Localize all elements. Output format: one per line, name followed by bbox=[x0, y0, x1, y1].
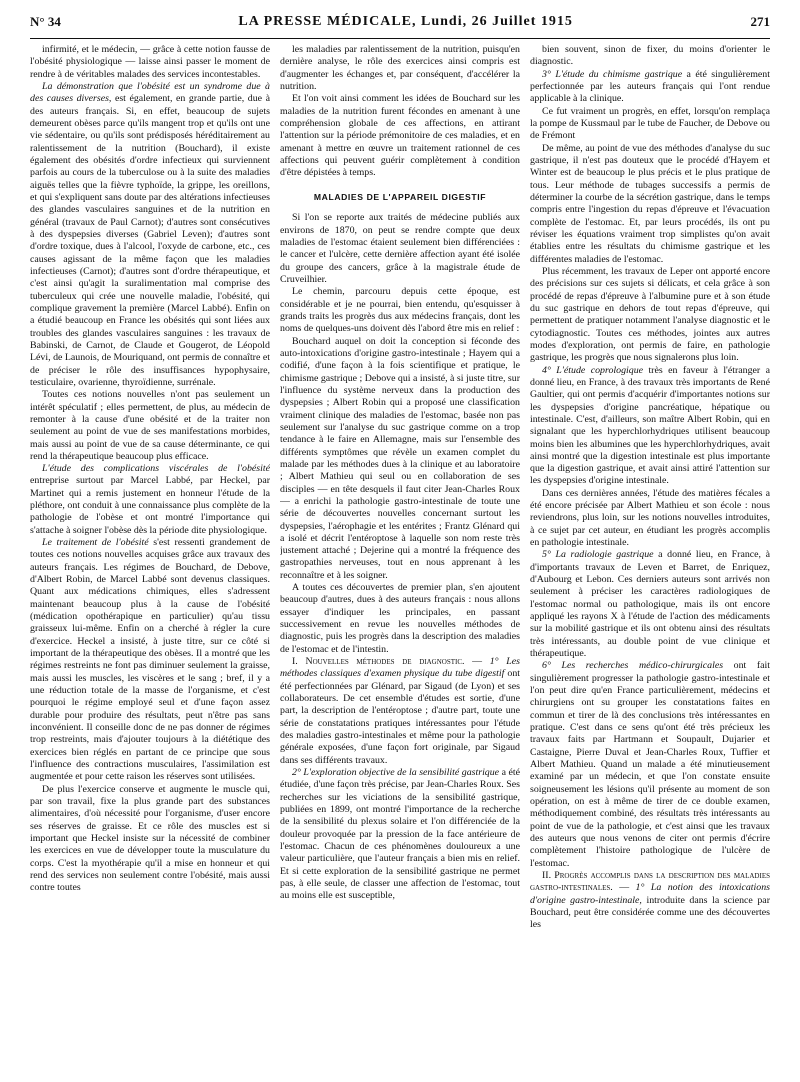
subsection-heading: I. Nouvelles méthodes de diagnostic. — bbox=[292, 656, 483, 668]
paragraph: De même, au point de vue des méthodes d'analyse du suc gastrique, il n'est pas douteux que le procédé d'Hayem et Winter est de beaucoup le plus précis et le plus pratique de tous. Leur méthode de tubages successifs a permis de déterminer la courbe de la sécrétion gastrique, dans le temps compris entre l'ingestion du repas d'épreuve et l'évacuation complète de l'estomac. Et, par leurs procédés, ils ont pu réviser les équations vraiment trop simplistes qu'on avait établies entre les résultats du chimisme gastrique et les différentes maladies de l'estomac. bbox=[530, 142, 770, 265]
italic-lead: 3° L'étude du chimisme gastrique bbox=[542, 68, 683, 80]
paragraph bbox=[530, 549, 770, 660]
italic-lead: 2° L'exploration objective de la sensibilité gastrique bbox=[292, 767, 500, 779]
paragraph-text: a été étudiée, d'une façon très précise, par Jean-Charles Roux. Ses recherches sur les viciations de la sensibilité gastrique, publiées en 1899, ont montré l'importance de la recherche de la sensibilité du plexus solaire et l'on différenciée de la douleur provoquée par la pression de la face antérieure de l'estomac. Chacun de ces phénomènes douloureux a une valeur particulière, que l'auteur français a bien mis en relief. Et si cette exploration de la sensibilité gastrique ne permet pas, à elle seule, de classer une affection de l'estomac, tout au moins elle est susceptible, bbox=[280, 767, 520, 902]
paragraph: Ce fut vraiment un progrès, en effet, lorsqu'on remplaça la pompe de Kussmaul par le tube de Faucher, de Debove ou de Frémont bbox=[530, 105, 770, 142]
paragraph: Dans ces dernières années, l'étude des matières fécales a été encore précisée par Albert Mathieu et son école : nous reviendrons, plus loin, sur les notions nouvelles introduites, à ce sujet par cet auteur, en étudiant les progrès accomplis en pathologie intestinale. bbox=[530, 487, 770, 549]
paragraph: De plus l'exercice conserve et augmente le muscle qui, par son travail, fixe la plus grande part des substances alimentaires, d'où nécessité pour l'organisme, d'user encore ses réserves de graisse. Et ce rôle des muscles est si important que Heckel insiste sur la nécessité de combiner les exercices en vue de développer toute la musculature du corps. C'est la myothérapie qu'il a mise en honneur et qui rend des services non seulement contre l'obésité, mais aussi contre toutes bbox=[30, 783, 270, 894]
italic-lead: La démonstration que l'obésité est un syndrome due à des causes diverses, bbox=[30, 80, 270, 105]
page-number: 271 bbox=[750, 14, 770, 29]
issue-number: N° 34 bbox=[30, 14, 61, 29]
paragraph-text: ont fait singulièrement progresser la pathologie gastro-intestinale et l'on peut dire qu'en France particulièrement, médecins et chirurgiens ont su grouper les constatations faites en commun et tirer de là des conclusions très intéressantes en pratique. C'est dans ce sens qu'ont été très précieux les travaux faits par Hartmann et Soupault, Dujarier et Castaigne, Pierre Duval et Jean-Charles Roux, Tuffier et Albert Mathieu. Quand un malade a été minutieusement examiné par un médecin, et que l'on constate ensuite soigneusement les lésions qu'il présente au moment de son opération, on est à même de tirer de ce double examen, méthodiquement combiné, des résultats très intéressants au point de vue de la pathologie, et c'est ainsi que les travaux des auteurs que nous venons de citer ont permis d'écrire complètement l'histoire pathologique de l'ulcère de l'estomac. bbox=[530, 660, 770, 869]
paragraph: Bouchard auquel on doit la conception si féconde des auto-intoxications d'origine gastro-intestinale ; Hayem qui a codifié, d'une façon à la fois scientifique et pratique, le chimisme gastrique ; Debove qui a insisté, à si juste titre, sur l'influence du système nerveux dans la production des dyspepsies ; Albert Robin qui a proposé une classification vraiment clinique des maladies de l'estomac, basée non pas seulement sur l'analyse du suc gastrique comme on a trop tendance à le faire en Allemagne, mais sur l'ensemble des différents symptômes que révèle un examen complet du malade par les méthodes dues à la clinique et au laboratoire ; Albert Mathieu qui seul ou en collaboration de ses disciples — en tête desquels il faut citer Jean-Charles Roux — a enrichi la pathologie gastro-intestinale de toute une série de découvertes nouvelles concernant surtout les dyspepsies, l'aérophagie et les entérites ; Frantz Glénard qui a isolé et décrit l'entéroptose à laquelle son nom reste très justement attaché ; Dejerine qui a montré la fréquence des gastropathies nerveuses, tout en nous apprenant à les reconnaître et à les soigner. bbox=[280, 335, 520, 581]
paragraph-text: est également, en grande partie, due à des auteurs français. Si, en effet, beaucoup de sujets demeurent obèses parce qu'ils mangent trop et qu'ils ont une vie sédentaire, ou qu'ils sont prédisposés héréditairement au ralentissement de la nutrition (Bouchard), il existe également des obésités d'ordre infectieux qui surviennent parfois au cours de la tuberculose ou à la suite des maladies aiguës telles que la fièvre typhoïde, la grippe, les oreillons, et qui s'expliquent sans doute par des altérations infectieuses des glandes vasculaires sanguines et de la nutrition en général (travaux de Paul Carnot); d'autres sont consécutives à des dyspepsies diverses (Gabriel Leven); d'autres sont d'ordre toxique, dues à l'alcool, l'oxyde de carbone, etc., ces causes agissant de la même façon que les maladies infectieuses (Carnot); d'autres sont d'ordre thérapeutique, et c'est ainsi qu'agit la suralimentation mal comprise des tuberculeux qui crée une nouvelle maladie, l'obésité, qui complique gravement la première (Marcel Labbé). Enfin on a étudié beaucoup en France les obésités qui sont liées aux troubles des glandes vasculaires sanguines : les travaux de Babinski, de Carnot, de Claude et Gougerot, de Léopold Lévi, de Launois, de Mouriquand, ont permis de connaître et de préciser le rôle des insuffisances hypophysaire, testiculaire, ovarienne, thyroïdienne, surrénale. bbox=[30, 93, 270, 388]
paragraph-text: introduite dans la science par Bouchard, peut être considérée comme une des découvertes les bbox=[530, 894, 770, 931]
paragraph-text: a été singulièrement perfectionnée par les auteurs français qui l'ont rendue applicable à la clinique. bbox=[530, 68, 770, 105]
paragraph bbox=[530, 660, 770, 870]
paragraph bbox=[30, 537, 270, 784]
paragraph bbox=[280, 656, 520, 767]
paragraph: Et l'on voit ainsi comment les idées de Bouchard sur les maladies de la nutrition furent fécondes en amenant à une compréhension globale de ces affections, en attirant l'attention sur la période prémonitoire de ces maladies, et en amenant à mettre en œuvre un traitement rationnel de ces affections qui peuvent guérir complètement à condition d'être dépistées à temps. bbox=[280, 93, 520, 179]
column-3 bbox=[530, 44, 770, 1074]
paragraph: A toutes ces découvertes de premier plan, s'en ajoutent beaucoup d'autres, dues à des auteurs français : nous allons essayer d'indiquer les principales, en passant successivement en revue les nouvelles méthodes de diagnostic, puis les progrès dans la description des maladies de l'estomac et de l'intestin. bbox=[280, 582, 520, 655]
paragraph: Toutes ces notions nouvelles n'ont pas seulement un intérêt spéculatif ; elles permettent, de plus, au médecin de remonter à la cause d'une obésité et de la traiter non seulement au point de vue de ses manifestations morbides, mais aussi au point de vue de sa cause déterminante, ce qui rend la thérapeutique beaucoup plus efficace. bbox=[30, 389, 270, 462]
paragraph-text: s'est ressenti grandement de toutes ces notions nouvelles acquises grâce aux travaux des auteurs français. Les régimes de Bouchard, de Debove, d'Albert Robin, de Marcel Labbé sont devenus classiques. Quant aux médications chimiques, elles s'adressent maintenant beaucoup plus à la cause de l'obésité (médication opothérapique en particulier) qu'au tissu graisseux lui-même. Enfin on a cherché à régler la cure d'exercice. Heckel a insisté, à juste titre, sur ce côté si important de la thérapeutique des obèses. Il a montré que les régimes restreints ne font pas diminuer seulement la graisse, mais aussi les muscles, les viscères et le sang ; bref, il y a une réduction totale de la masse de l'organisme, et c'est pourquoi le régime employé seul et d'une façon assez durable pour produire des résultats, peut n'être pas sans inconvénient. Il conseille donc de ne pas donner de régimes trop restreints, mais d'ajouter toujours à la diététique des exercices bien réglés en partant de ce principe que sous l'influence des contractions musculaires, l'assimilation est augmentée et pour cette raison les réserves sont utilisées. bbox=[30, 537, 270, 783]
column-1 bbox=[30, 44, 270, 1074]
paragraph bbox=[530, 69, 770, 106]
paragraph: infirmité, et le médecin, — grâce à cette notion fausse de l'obésité physiologique — laisse ainsi passer le moment de rendre à de véritables malades des services incontestables. bbox=[30, 44, 270, 80]
paragraph-text: entreprise surtout par Marcel Labbé, par Heckel, par Martinet qui a remis justement en honneur l'étude de la pléthore, ont conduit à une connaissance plus complète de la pathologie de l'obèse et ont montré l'importance qui s'attache à soigner l'obèse dès la période dite physiologique. bbox=[30, 475, 270, 536]
paragraph: bien souvent, sinon de fixer, du moins d'orienter le diagnostic. bbox=[530, 44, 770, 68]
subsection-heading: II. Progrès accomplis dans la description des maladies gastro-intestinales. — bbox=[530, 869, 770, 894]
italic-lead: 5° La radiologie gastrique bbox=[542, 549, 654, 561]
italic-lead: 1° La notion des intoxications d'origine gastro-intestinale, bbox=[530, 882, 770, 906]
paragraph: Si l'on se reporte aux traités de médecine publiés aux environs de 1870, on peut se rendre compte que deux maladies de l'estomac étaient seulement bien différenciées : le cancer et l'ulcère, cette dernière affection ayant été isolée du groupe des cancers, grâce à la magistrale étude de Cruveilhier. bbox=[280, 212, 520, 285]
journal-title: LA PRESSE MÉDICALE, Lundi, 26 Juillet 1915 bbox=[238, 14, 573, 29]
paragraph bbox=[530, 365, 770, 488]
header-rule bbox=[30, 38, 770, 39]
paragraph: Le chemin, parcouru depuis cette époque, est considérable et je ne pourrai, bien entendu, qu'esquisser à grands traits les progrès dus aux médecins français, dont les noms de quelques-uns doivent dès l'abord être mis en relief : bbox=[280, 286, 520, 335]
paragraph: Plus récemment, les travaux de Leper ont apporté encore des précisions sur ces sujets si délicats, et cela grâce à son procédé de repas d'épreuve à l'albumine pure et à son étude du suc gastrique en dehors de tout repas d'épreuve, qui permettent de pratiquer notamment l'analyse diagnostic et le cytodiagnostic. Toutes ces méthodes, jointes aux autres modes d'exploration, ont permis de faire, en pathologie gastrique, les progrès que nous signalerons plus loin. bbox=[530, 265, 770, 364]
paragraph bbox=[530, 870, 770, 932]
paragraph bbox=[280, 767, 520, 903]
italic-lead: L'étude des complications viscérales de l'obésité bbox=[42, 463, 270, 475]
italic-lead: 1° Les méthodes classiques d'examen physique du tube digestif bbox=[280, 656, 520, 680]
paragraph-text: très en faveur à l'étranger a donné lieu, en France, à des travaux très importants de René Gaultier, qui ont permis d'acquérir d'importantes notions sur les dyspepsies d'origine pancréatique, hépatique ou intestinale. C'est, d'ailleurs, son maître Albert Robin, qui en signalant que les hyperchlorhydriques utilisent beaucoup moins bien les albumines que les hyperchlorhydriques, avait ainsi montré que la digestion intestinale est plus importante que la digestion gastrique, et avait ainsi attiré l'attention sur les dyspepsies d'origine intestinale. bbox=[530, 364, 770, 487]
article-columns bbox=[30, 44, 770, 1074]
paragraph-text: ont été perfectionnées par Glénard, par Sigaud (de Lyon) et ses collaborateurs. De cet ensemble d'études est sortie, d'une part, la description de l'entéroptose ; d'autre part, toute une série de constatations pratiques intéressantes pour l'étude des maladies gastro-intestinales et même pour la pathologie générale exposées, d'une façon fort originale, par Sigaud dans ses différents travaux. bbox=[280, 668, 520, 766]
italic-lead: 6° Les recherches médico-chirurgicales bbox=[542, 660, 724, 672]
italic-lead: 4° L'étude coprologique bbox=[542, 364, 644, 376]
column-2 bbox=[280, 44, 520, 1074]
paragraph: les maladies par ralentissement de la nutrition, puisqu'en dernière analyse, le rôle des exercices ainsi compris est d'augmenter les échanges et, par conséquent, d'accélérer la nutrition. bbox=[280, 44, 520, 92]
paragraph bbox=[30, 81, 270, 389]
paragraph bbox=[30, 463, 270, 537]
section-title: MALADIES DE L'APPAREIL DIGESTIF bbox=[313, 191, 487, 202]
page-header bbox=[30, 8, 770, 36]
paragraph-text: a donné lieu, en France, à d'importants travaux de Leven et Barret, de Enriquez, d'Aubourg et Lebon. Ces derniers auteurs sont arrivés non seulement à préciser les caractères radiologiques de l'estomac normal ou pathologique, mais ils ont encore appliqué les rayons X à l'étude de l'action des médicaments sur la mobilité gastrique et ils ont obtenu ainsi des résultats très intéressants, au double point de vue clinique et thérapeutique. bbox=[530, 549, 770, 660]
italic-lead: Le traitement de l'obésité bbox=[42, 537, 149, 549]
